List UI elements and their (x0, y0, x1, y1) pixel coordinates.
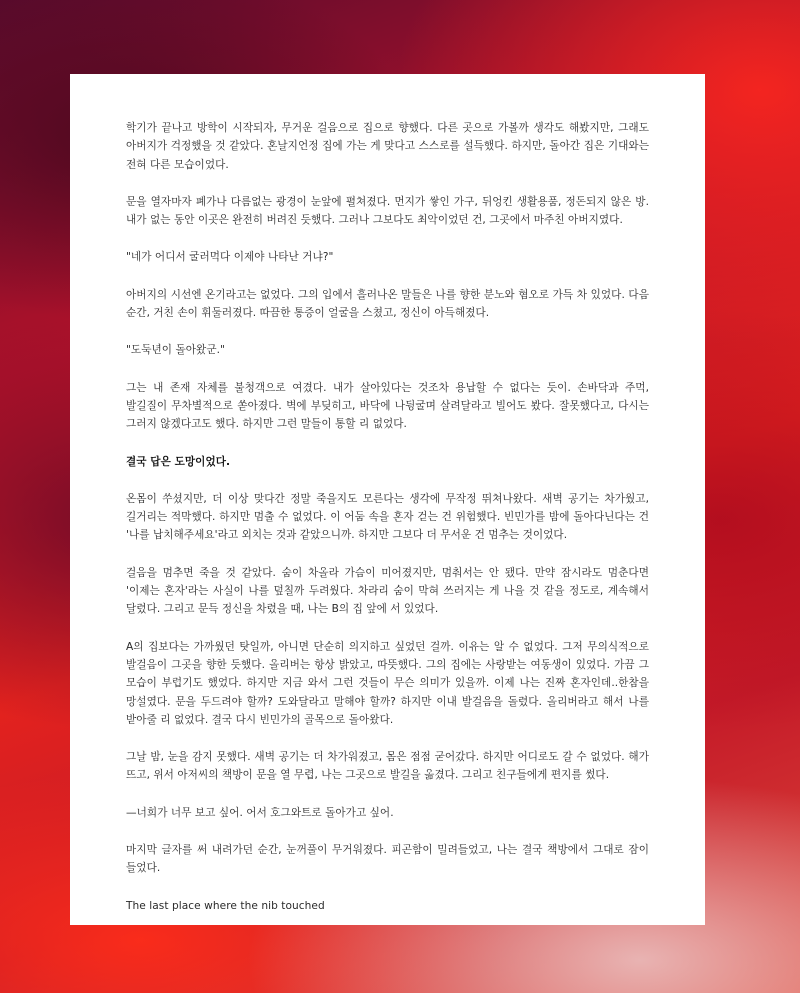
paragraph-8: 온몸이 쑤셨지만, 더 이상 맞다간 정말 죽을지도 모른다는 생각에 무작정 뛰쳐나왔다. 새벽 공기는 차가웠고, 길거리는 적막했다. 하지만 멈출 수 없었다. 이 어둠 속을 혼자 걷는 건 위험했다. 빈민가를 밤에 돌아다닌다는 건 '나를 납치해주세요'라고 외치는 것과 같았으니까. 하지만 그보다 더 무서운 건 멈추는 것이었다. (126, 492, 649, 542)
document-page (70, 74, 705, 925)
paragraph-13: 마지막 글자를 써 내려가던 순간, 눈꺼풀이 무거워졌다. 피곤함이 밀려들었고, 나는 결국 책방에서 그대로 잠이 들었다. (126, 844, 649, 875)
closing-line: The last place where the nib touched (126, 899, 325, 912)
paragraph-11: 그날 밤, 눈을 감지 못했다. 새벽 공기는 더 차가워졌고, 몸은 점점 굳어갔다. 하지만 어디로도 갈 수 없었다. 해가 뜨고, 위서 아저씨의 책방이 문을 열 무렵, 나는 그곳으로 발길을 옮겼다. 그리고 친구들에게 편지를 썼다. (126, 751, 649, 782)
letter-line: —너희가 너무 보고 싶어. 어서 호그와트로 돌아가고 싶어. (126, 806, 394, 819)
paragraph-1: 학기가 끝나고 방학이 시작되자, 무거운 걸음으로 집으로 향했다. 다른 곳으로 가볼까 생각도 해봤지만, 그래도 아버지가 걱정했을 것 같았다. 혼날지언정 집에 가는 게 맞다고 스스로를 설득했다. 하지만, 돌아간 집은 기대와는 전혀 다른 모습이었다. (126, 122, 649, 171)
paragraph-4: 아버지의 시선엔 온기라고는 없었다. 그의 입에서 흘러나온 말들은 나를 향한 분노와 혐오로 가득 차 있었다. 다음 순간, 거친 손이 휘둘러졌다. 따끔한 통증이 얼굴을 스쳤고, 정신이 아득해졌다. (126, 288, 649, 320)
paragraph-10: A의 집보다는 가까웠던 탓일까, 아니면 단순히 의지하고 싶었던 걸까. 이유는 알 수 없었다. 그저 무의식적으로 발걸음이 그곳을 향한 듯했다. 올리버는 항상 밝았고, 따뜻했다. 그의 집에는 사랑받는 여동생이 있었다. 가끔 그 모습이 부럽기도 했었다. 하지만 지금 와서 그런 것들이 무슨 의미가 있을까. 이제 나는 진짜 혼자인데..한참을 망설였다. 문을 두드려야 할까? 도와달라고 말해야 할까? 하지만 이내 발걸음을 돌렸다. 올리버라고 해서 나를 받아줄 리 없었다. 결국 다시 빈민가의 골목으로 돌아왔다. (126, 640, 649, 726)
dialogue-line-1: "네가 어디서 굴러먹다 이제야 나타난 거냐?" (126, 251, 334, 264)
paragraph-6: 그는 내 존재 자체를 불청객으로 여겼다. 내가 살아있다는 것조차 용납할 수 없다는 듯이. 손바닥과 주먹, 발길질이 무차별적으로 쏟아졌다. 벽에 부딪히고, 바닥에 나뒹굴며 살려달라고 빌어도 봤다. 잘못했다고, 다시는 그러지 않겠다고도 했다. 하지만 그런 말들이 통할 리 없었다. (126, 381, 649, 431)
dialogue-line-2: "도둑년이 돌아왔군." (126, 344, 225, 357)
paragraph-9: 걸음을 멈추면 죽을 것 같았다. 숨이 차올라 가슴이 미어졌지만, 멈춰서는 안 됐다. 만약 잠시라도 멈춘다면 '이제는 혼자'라는 사실이 나를 덮칠까 두려웠다. 차라리 숨이 막혀 쓰러지는 게 나을 것 같을 정도로, 계속해서 달렸다. 그리고 문득 정신을 차렸을 때, 나는 B의 집 앞에 서 있었다. (126, 566, 649, 616)
paragraph-2: 문을 열자마자 폐가나 다름없는 광경이 눈앞에 펼쳐졌다. 먼지가 쌓인 가구, 뒤엉킨 생활용품, 정돈되지 않은 방. 내가 없는 동안 이곳은 완전히 버려진 듯했다. 그러나 그보다도 최악이었던 건, 그곳에서 마주친 아버지였다. (126, 195, 649, 227)
emphasis-line: 결국 답은 도망이었다. (126, 455, 231, 468)
